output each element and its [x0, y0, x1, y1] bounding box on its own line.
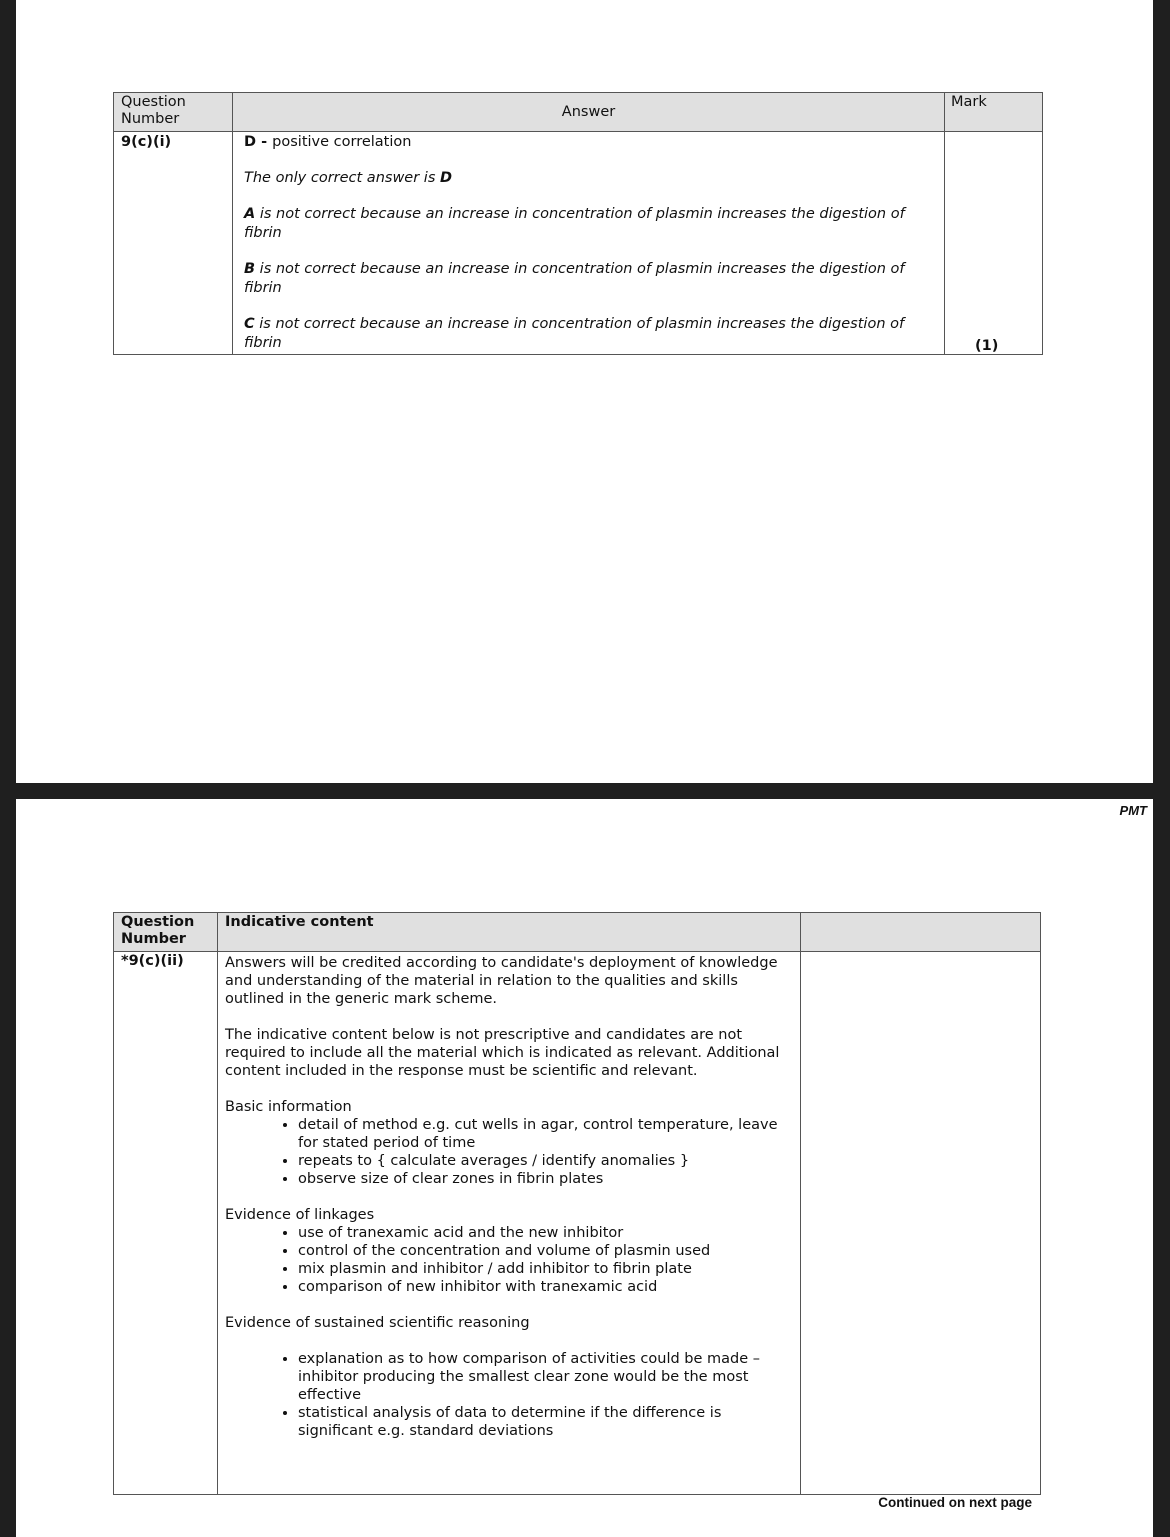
mark-value: (1) [975, 338, 999, 354]
distractor-text: is not correct because an increase in concentration of plasmin increases the digestion of fibrin [244, 261, 905, 296]
section-basic-information [225, 1098, 793, 1188]
page-2 [16, 799, 1153, 1537]
pmt-label: PMT [1119, 803, 1147, 818]
mark-scheme-table-9ci [113, 92, 1043, 355]
distractor-a [244, 205, 933, 243]
intro-paragraph-1: Answers will be credited according to candidate's deployment of knowledge and understanding of the material in relation to the qualities and skills outlined in the generic mark scheme. [225, 955, 778, 1007]
distractor-letter: A [244, 206, 256, 222]
bullet-list [225, 1224, 793, 1296]
section-title: Evidence of linkages [225, 1207, 375, 1223]
section-title: Basic information [225, 1099, 352, 1115]
spacer [225, 1332, 793, 1350]
list-item: • detail of method e.g. cut wells in agar, control temperature, leave for stated period of time [298, 1116, 793, 1152]
distractor-text: is not correct because an increase in concentration of plasmin increases the digestion of fibrin [244, 316, 905, 351]
header-question-number: Question Number [114, 913, 218, 952]
section-title: Evidence of sustained scientific reasoning [225, 1315, 530, 1331]
header-answer: Answer [233, 93, 945, 132]
list-item: • observe size of clear zones in fibrin plates [298, 1170, 793, 1188]
table-header-row [114, 913, 1041, 952]
header-question-number: Question Number [114, 93, 233, 132]
indicative-content-cell [218, 952, 801, 1495]
intro-paragraph-2: The indicative content below is not prescriptive and candidates are not required to include all the material which is indicated as relevant. Additional content included in the response must be scientific and relevant. [225, 1027, 780, 1079]
answer-key-letter: D - [244, 134, 273, 150]
table-row [114, 952, 1041, 1495]
list-item: • statistical analysis of data to determine if the difference is significant e.g. standard deviations [298, 1404, 793, 1440]
question-number: *9(c)(ii) [114, 952, 218, 1495]
question-number: 9(c)(i) [114, 132, 233, 355]
header-mark [801, 913, 1041, 952]
table-header-row [114, 93, 1043, 132]
bullet-list [225, 1116, 793, 1188]
only-correct-line [244, 169, 933, 188]
page-1 [16, 0, 1153, 783]
distractor-letter: C [244, 316, 255, 332]
header-mark: Mark [945, 93, 1043, 132]
list-item: • comparison of new inhibitor with tranexamic acid [298, 1278, 793, 1296]
bullet-list [225, 1350, 793, 1440]
mark-scheme-table-9cii [113, 912, 1041, 1495]
answer-cell [233, 132, 945, 355]
list-item: • explanation as to how comparison of activities could be made – inhibitor producing the smallest clear zone would be the most effective [298, 1350, 793, 1404]
list-item: • repeats to { calculate averages / identify anomalies } [298, 1152, 793, 1170]
list-item: • mix plasmin and inhibitor / add inhibitor to fibrin plate [298, 1260, 793, 1278]
only-correct-letter: D [439, 170, 453, 186]
section-sustained-reasoning [225, 1314, 793, 1440]
distractor-b [244, 260, 933, 298]
list-item: • control of the concentration and volume of plasmin used [298, 1242, 793, 1260]
list-item: • use of tranexamic acid and the new inhibitor [298, 1224, 793, 1242]
answer-key [244, 133, 933, 152]
only-correct-prefix: The only correct answer is [244, 170, 440, 186]
distractor-text: is not correct because an increase in concentration of plasmin increases the digestion of fibrin [244, 206, 905, 241]
distractor-c [244, 315, 933, 353]
answer-key-text: positive correlation [272, 134, 412, 150]
continued-label: Continued on next page [878, 1495, 1032, 1510]
header-indicative-content: Indicative content [218, 913, 801, 952]
distractor-letter: B [244, 261, 256, 277]
table-row [114, 132, 1043, 355]
mark-cell [945, 132, 1043, 355]
section-evidence-of-linkages [225, 1206, 793, 1296]
mark-cell [801, 952, 1041, 1495]
